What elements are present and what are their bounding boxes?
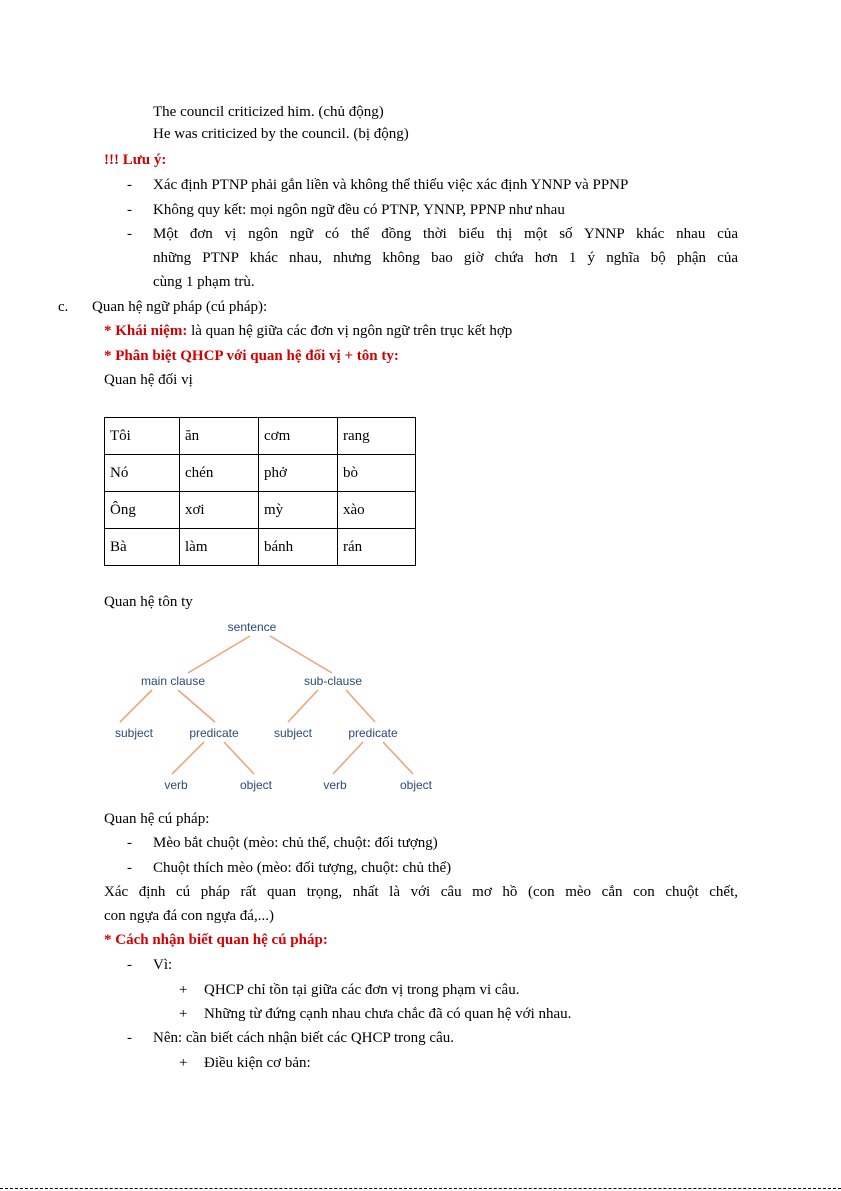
tree-node-predicate: predicate xyxy=(189,726,239,740)
basic-condition: Điều kiện cơ bản: xyxy=(204,1055,311,1071)
importance-line-2: con ngựa đá con ngựa đá,...) xyxy=(104,908,274,924)
table-cell: ăn xyxy=(180,418,259,455)
table-cell: Ông xyxy=(105,492,180,529)
table-row xyxy=(105,492,416,529)
tree-node-verb: verb xyxy=(164,778,188,792)
tree-edge xyxy=(120,690,152,722)
tree-edge xyxy=(224,742,254,774)
bullet-plus: + xyxy=(179,1006,188,1022)
tree-edge xyxy=(346,690,375,722)
page-bottom-rule xyxy=(0,1188,841,1189)
section-title: Quan hệ ngữ pháp (cú pháp): xyxy=(92,299,268,315)
tree-node-verb: verb xyxy=(323,778,347,792)
tree-node-sub-clause: sub-clause xyxy=(303,674,363,688)
concept-text: là quan hệ giữa các đơn vị ngôn ngữ trên trục kết hợp xyxy=(187,323,513,339)
tree-node-predicate: predicate xyxy=(348,726,398,740)
bullet-dash: - xyxy=(127,177,132,193)
bullet-dash: - xyxy=(127,226,132,242)
concept-line xyxy=(104,321,512,341)
because-item-2: Những từ đứng cạnh nhau chưa chắc đã có quan hệ với nhau. xyxy=(204,1006,572,1022)
table-cell: rang xyxy=(338,418,416,455)
table-cell: Bà xyxy=(105,529,180,566)
tree-node-sentence: sentence xyxy=(227,620,277,634)
note-heading: !!! Lưu ý: xyxy=(104,152,167,168)
example-active: The council criticized him. (chủ động) xyxy=(153,104,384,120)
section-marker: c. xyxy=(58,299,69,315)
bullet-plus: + xyxy=(179,1055,188,1071)
table-cell: xơi xyxy=(180,492,259,529)
table-cell: chén xyxy=(180,455,259,492)
table-cell: làm xyxy=(180,529,259,566)
because-label: Vì: xyxy=(153,957,173,973)
table-cell: Nó xyxy=(105,455,180,492)
example-passive: He was criticized by the council. (bị động) xyxy=(153,126,409,142)
distinguish-heading: * Phân biệt QHCP với quan hệ đối vị + tôn ty: xyxy=(104,348,399,364)
because-item-1: QHCP chỉ tồn tại giữa các đơn vị trong phạm vi câu. xyxy=(204,982,520,998)
bullet-dash: - xyxy=(127,860,132,876)
table-row xyxy=(105,418,416,455)
syntax-label: Quan hệ cú pháp: xyxy=(104,811,210,827)
recognize-heading: * Cách nhận biết quan hệ cú pháp: xyxy=(104,932,328,948)
bullet-dash: - xyxy=(127,835,132,851)
table-row xyxy=(105,529,416,566)
therefore-line: Nên: cần biết cách nhận biết các QHCP trong câu. xyxy=(153,1030,454,1046)
bullet-dash: - xyxy=(127,202,132,218)
tree-edge xyxy=(383,742,413,774)
bullet-dash: - xyxy=(127,1030,132,1046)
note-item-3-line-3: cùng 1 phạm trù. xyxy=(153,274,255,290)
note-item-1: Xác định PTNP phải gắn liền và không thể thiếu việc xác định YNNP và PPNP xyxy=(153,177,629,193)
table-cell: bò xyxy=(338,455,416,492)
tree-edge xyxy=(288,690,318,722)
concept-label: * Khái niệm: xyxy=(104,323,188,339)
tree-edge xyxy=(270,636,332,673)
bullet-dash: - xyxy=(127,957,132,973)
note-item-3-line-2: những PTNP khác nhau, nhưng không bao giờ chứa hơn 1 ý nghĩa bộ phận của xyxy=(153,250,738,266)
tree-node-object: object xyxy=(239,778,273,792)
hierarchy-tree-diagram xyxy=(100,615,450,800)
tree-edge xyxy=(188,636,250,673)
paradigmatic-table xyxy=(104,417,416,566)
tree-edge xyxy=(333,742,363,774)
importance-line-1: Xác định cú pháp rất quan trọng, nhất là với câu mơ hồ (con mèo cắn con chuột chết, xyxy=(104,884,738,900)
table-cell: mỳ xyxy=(259,492,338,529)
table-cell: phở xyxy=(259,455,338,492)
hierarchy-label: Quan hệ tôn ty xyxy=(104,594,193,610)
table-row xyxy=(105,455,416,492)
bullet-plus: + xyxy=(179,982,188,998)
tree-edge xyxy=(178,690,215,722)
table-cell: rán xyxy=(338,529,416,566)
tree-node-subject: subject xyxy=(114,726,154,740)
table-cell: bánh xyxy=(259,529,338,566)
syntax-example-1: Mèo bắt chuột (mèo: chủ thể, chuột: đối tượng) xyxy=(153,835,438,851)
syntax-example-2: Chuột thích mèo (mèo: đối tượng, chuột: chủ thể) xyxy=(153,860,452,876)
table-cell: Tôi xyxy=(105,418,180,455)
paradigmatic-label: Quan hệ đối vị xyxy=(104,372,193,388)
tree-node-subject: subject xyxy=(273,726,313,740)
tree-node-main-clause: main clause xyxy=(140,674,206,688)
table-cell: cơm xyxy=(259,418,338,455)
note-item-2: Không quy kết: mọi ngôn ngữ đều có PTNP, YNNP, PPNP như nhau xyxy=(153,202,565,218)
note-item-3-line-1: Một đơn vị ngôn ngữ có thể đồng thời biểu thị một số YNNP khác nhau của xyxy=(153,226,738,242)
table-cell: xào xyxy=(338,492,416,529)
tree-edge xyxy=(172,742,204,774)
tree-node-object: object xyxy=(399,778,433,792)
